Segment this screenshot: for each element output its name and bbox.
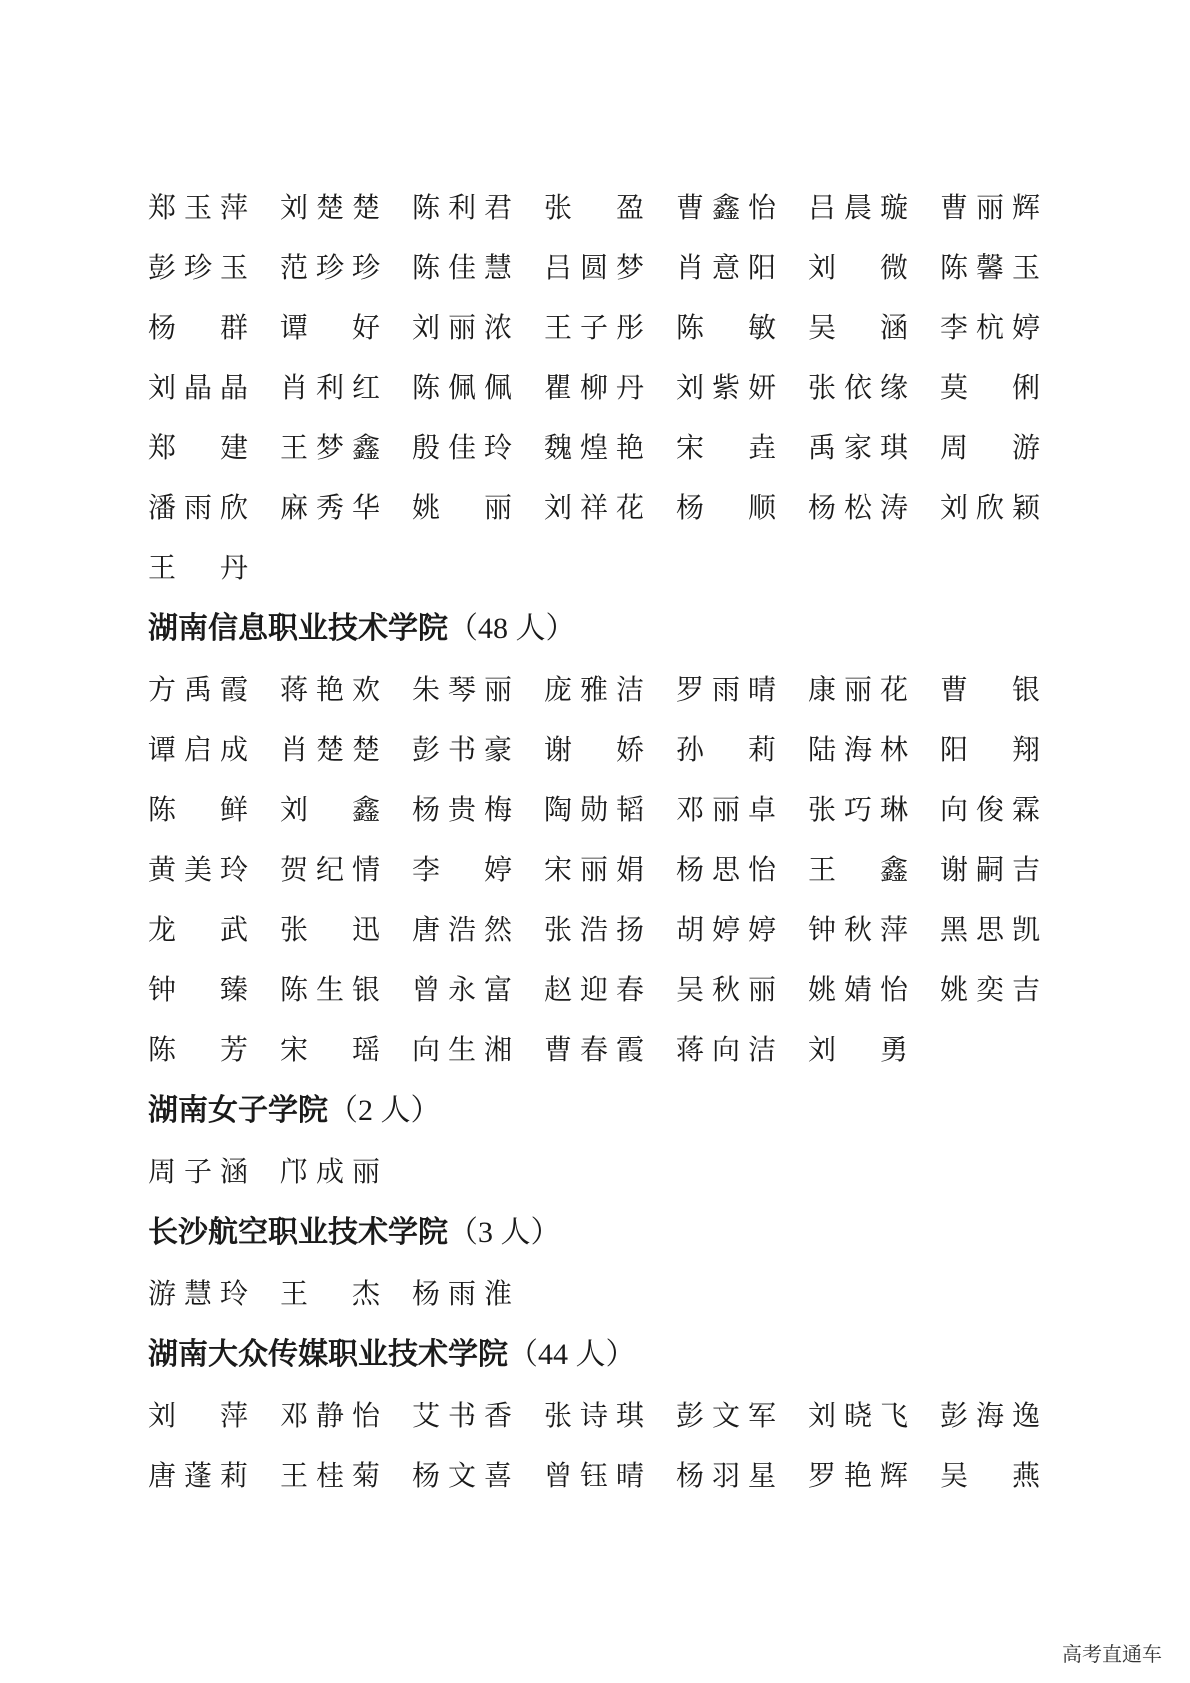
institution-heading xyxy=(148,1080,1048,1142)
name-row xyxy=(148,660,1048,720)
person-name: 向 俊 霖 xyxy=(940,793,1040,826)
person-name: 邓 静 怡 xyxy=(280,1399,380,1432)
person-name: 莫 俐 xyxy=(940,371,1040,404)
person-name: 方 禹 霞 xyxy=(148,673,248,706)
person-name: 吕 晨 璇 xyxy=(808,191,908,224)
person-name: 谢 娇 xyxy=(544,733,644,766)
person-name: 康 丽 花 xyxy=(808,673,908,706)
person-name: 刘 欣 颖 xyxy=(940,491,1040,524)
person-name: 阳 翔 xyxy=(940,733,1040,766)
person-name: 王 鑫 xyxy=(808,853,908,886)
person-name: 刘 晓 飞 xyxy=(808,1399,908,1432)
person-name: 张 诗 琪 xyxy=(544,1399,644,1432)
institution-heading xyxy=(148,1324,1048,1386)
person-name: 钟 臻 xyxy=(148,973,248,1006)
person-name: 黑 思 凯 xyxy=(940,913,1040,946)
person-name: 麻 秀 华 xyxy=(280,491,380,524)
person-name: 曹 春 霞 xyxy=(544,1033,644,1066)
person-name: 姚 丽 xyxy=(412,491,512,524)
person-name: 杨 羽 星 xyxy=(676,1459,776,1492)
person-name: 吴 秋 丽 xyxy=(676,973,776,1006)
person-name: 吴 涵 xyxy=(808,311,908,344)
person-name: 杨 松 涛 xyxy=(808,491,908,524)
person-name: 杨 思 怡 xyxy=(676,853,776,886)
person-name: 宋 垚 xyxy=(676,431,776,464)
person-name: 刘 微 xyxy=(808,251,908,284)
person-name: 肖 楚 楚 xyxy=(280,733,380,766)
person-name: 魏 煌 艳 xyxy=(544,431,644,464)
name-row xyxy=(148,720,1048,780)
person-name: 刘 晶 晶 xyxy=(148,371,248,404)
person-name: 张 依 缘 xyxy=(808,371,908,404)
name-row xyxy=(148,1020,1048,1080)
person-name: 胡 婷 婷 xyxy=(676,913,776,946)
name-row xyxy=(148,840,1048,900)
person-name: 姚 奕 吉 xyxy=(940,973,1040,1006)
person-name: 周 游 xyxy=(940,431,1040,464)
name-row xyxy=(148,1264,1048,1324)
person-name: 王 子 彤 xyxy=(544,311,644,344)
person-name: 朱 琴 丽 xyxy=(412,673,512,706)
name-list xyxy=(148,1386,1048,1506)
person-name: 陈 佳 慧 xyxy=(412,251,512,284)
person-name: 吴 燕 xyxy=(940,1459,1040,1492)
institution-count: （2 人） xyxy=(328,1094,441,1127)
person-name: 曾 永 富 xyxy=(412,973,512,1006)
institution-name: 长沙航空职业技术学院 xyxy=(148,1215,448,1250)
person-name: 谢 嗣 吉 xyxy=(940,853,1040,886)
person-name: 孙 莉 xyxy=(676,733,776,766)
person-name: 郑 玉 萍 xyxy=(148,191,248,224)
person-name: 姚 婧 怡 xyxy=(808,973,908,1006)
name-row xyxy=(148,178,1048,238)
person-name: 陈 佩 佩 xyxy=(412,371,512,404)
person-name: 罗 雨 晴 xyxy=(676,673,776,706)
person-name: 王 杰 xyxy=(280,1277,380,1310)
person-name: 贺 纪 情 xyxy=(280,853,380,886)
institution-name: 湖南大众传媒职业技术学院 xyxy=(148,1337,508,1372)
institution-sections xyxy=(148,598,1048,1506)
institution-name: 湖南信息职业技术学院 xyxy=(148,611,448,646)
person-name: 范 珍 珍 xyxy=(280,251,380,284)
person-name: 张 浩 扬 xyxy=(544,913,644,946)
person-name: 刘 鑫 xyxy=(280,793,380,826)
person-name: 赵 迎 春 xyxy=(544,973,644,1006)
person-name: 艾 书 香 xyxy=(412,1399,512,1432)
person-name: 彭 海 逸 xyxy=(940,1399,1040,1432)
name-row xyxy=(148,238,1048,298)
name-row xyxy=(148,960,1048,1020)
institution-heading xyxy=(148,598,1048,660)
person-name: 彭 珍 玉 xyxy=(148,251,248,284)
person-name: 张 巧 琳 xyxy=(808,793,908,826)
person-name: 王 梦 鑫 xyxy=(280,431,380,464)
person-name: 曾 钰 晴 xyxy=(544,1459,644,1492)
person-name: 禹 家 琪 xyxy=(808,431,908,464)
name-row xyxy=(148,478,1048,538)
person-name: 杨 贵 梅 xyxy=(412,793,512,826)
institution-count: （48 人） xyxy=(448,612,576,645)
person-name: 陈 馨 玉 xyxy=(940,251,1040,284)
person-name: 张 迅 xyxy=(280,913,380,946)
person-name: 宋 丽 娟 xyxy=(544,853,644,886)
name-list-continued xyxy=(148,178,1048,598)
person-name: 黄 美 玲 xyxy=(148,853,248,886)
person-name: 宋 瑶 xyxy=(280,1033,380,1066)
name-row xyxy=(148,418,1048,478)
document-body xyxy=(148,178,1048,1506)
person-name: 陈 敏 xyxy=(676,311,776,344)
person-name: 蒋 艳 欢 xyxy=(280,673,380,706)
person-name: 游 慧 玲 xyxy=(148,1277,248,1310)
person-name: 杨 文 喜 xyxy=(412,1459,512,1492)
person-name: 曹 丽 辉 xyxy=(940,191,1040,224)
person-name: 谭 启 成 xyxy=(148,733,248,766)
person-name: 潘 雨 欣 xyxy=(148,491,248,524)
person-name: 陆 海 林 xyxy=(808,733,908,766)
person-name: 邝 成 丽 xyxy=(280,1155,380,1188)
name-row xyxy=(148,538,1048,598)
person-name: 肖 利 红 xyxy=(280,371,380,404)
person-name: 龙 武 xyxy=(148,913,248,946)
name-list xyxy=(148,660,1048,1080)
person-name: 肖 意 阳 xyxy=(676,251,776,284)
name-list xyxy=(148,1142,1048,1202)
person-name: 庞 雅 洁 xyxy=(544,673,644,706)
person-name: 殷 佳 玲 xyxy=(412,431,512,464)
person-name: 唐 蓬 莉 xyxy=(148,1459,248,1492)
name-row xyxy=(148,1142,1048,1202)
name-row xyxy=(148,900,1048,960)
person-name: 杨 顺 xyxy=(676,491,776,524)
person-name: 陈 利 君 xyxy=(412,191,512,224)
person-name: 王 桂 菊 xyxy=(280,1459,380,1492)
person-name: 陈 芳 xyxy=(148,1033,248,1066)
institution-name: 湖南女子学院 xyxy=(148,1093,328,1128)
institution-count: （3 人） xyxy=(448,1216,561,1249)
person-name: 杨 群 xyxy=(148,311,248,344)
person-name: 吕 圆 梦 xyxy=(544,251,644,284)
person-name: 杨 雨 淮 xyxy=(412,1277,512,1310)
person-name: 刘 楚 楚 xyxy=(280,191,380,224)
institution-heading xyxy=(148,1202,1048,1264)
name-row xyxy=(148,1446,1048,1506)
person-name: 唐 浩 然 xyxy=(412,913,512,946)
person-name: 陈 鲜 xyxy=(148,793,248,826)
person-name: 刘 丽 浓 xyxy=(412,311,512,344)
name-row xyxy=(148,1386,1048,1446)
name-list xyxy=(148,1264,1048,1324)
person-name: 王 丹 xyxy=(148,551,248,584)
person-name: 刘 勇 xyxy=(808,1033,908,1066)
person-name: 钟 秋 萍 xyxy=(808,913,908,946)
person-name: 罗 艳 辉 xyxy=(808,1459,908,1492)
person-name: 刘 祥 花 xyxy=(544,491,644,524)
person-name: 刘 紫 妍 xyxy=(676,371,776,404)
person-name: 邓 丽 卓 xyxy=(676,793,776,826)
person-name: 刘 萍 xyxy=(148,1399,248,1432)
person-name: 曹 银 xyxy=(940,673,1040,706)
institution-count: （44 人） xyxy=(508,1338,636,1371)
person-name: 陈 生 银 xyxy=(280,973,380,1006)
person-name: 周 子 涵 xyxy=(148,1155,248,1188)
name-row xyxy=(148,780,1048,840)
person-name: 曹 鑫 怡 xyxy=(676,191,776,224)
name-row xyxy=(148,358,1048,418)
watermark: 高考直通车 xyxy=(1062,1642,1162,1666)
name-row xyxy=(148,298,1048,358)
person-name: 陶 勋 韬 xyxy=(544,793,644,826)
person-name: 谭 好 xyxy=(280,311,380,344)
person-name: 瞿 柳 丹 xyxy=(544,371,644,404)
person-name: 彭 文 军 xyxy=(676,1399,776,1432)
person-name: 向 生 湘 xyxy=(412,1033,512,1066)
person-name: 张 盈 xyxy=(544,191,644,224)
person-name: 郑 建 xyxy=(148,431,248,464)
person-name: 李 杭 婷 xyxy=(940,311,1040,344)
person-name: 彭 书 豪 xyxy=(412,733,512,766)
person-name: 蒋 向 洁 xyxy=(676,1033,776,1066)
person-name: 李 婷 xyxy=(412,853,512,886)
